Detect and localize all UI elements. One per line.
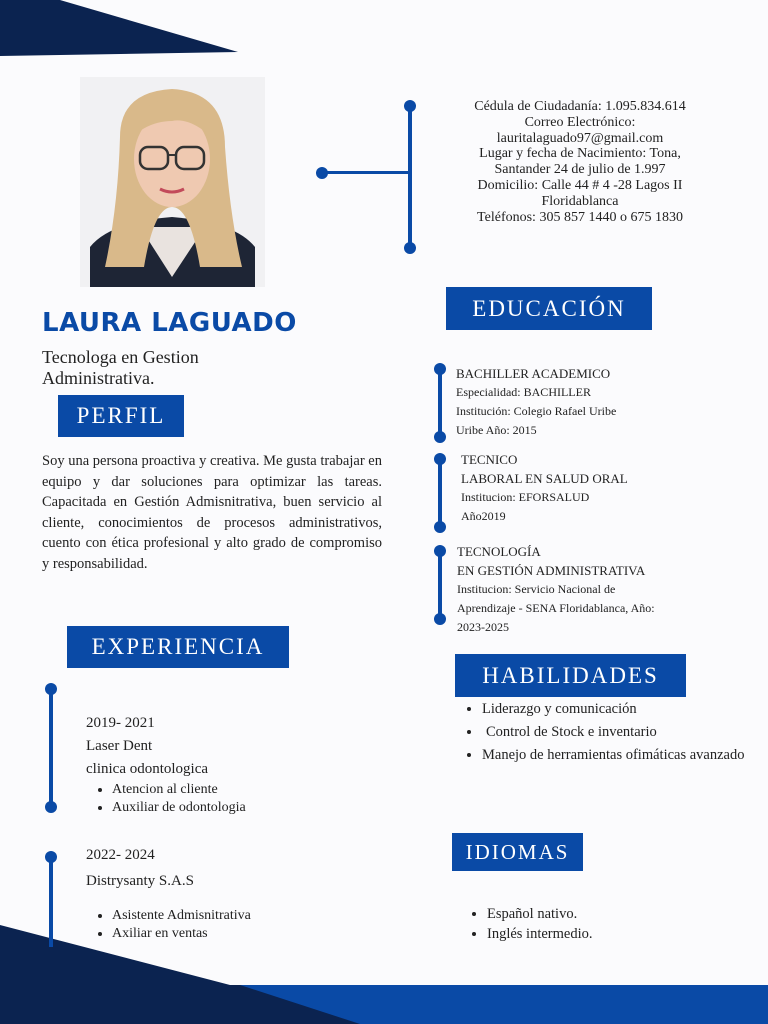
job-company: Distrysanty S.A.S	[86, 873, 194, 889]
education-entry-3: TECNOLOGÍA EN GESTIÓN ADMINISTRATIVA Institucion: Servicio Nacional de Aprendizaje - SENA Floridablanca, Año: 2023-2025	[457, 544, 655, 634]
contact-connector-dot	[404, 242, 416, 254]
perfil-text: Soy una persona proactiva y creativa. Me gusta trabajar en equipo y dar soluciones para optimizar las tareas. Capacitada en Gestión Admisnitrativa, buen servicio al cliente, conocimientos de procesos administrativos, cuento con ética profesional y alto grado de compromiso y responsabilidad.	[42, 453, 382, 572]
contact-address: Domicilio: Calle 44 # 4 -28 Lagos II	[477, 177, 683, 193]
educacion-timeline-3	[438, 550, 442, 618]
job-entry-1	[86, 712, 246, 817]
contact-phones: Teléfonos: 305 857 1440 o 675 1830	[477, 209, 683, 225]
contact-connector-horizontal	[322, 171, 412, 174]
candidate-name: LAURA LAGUADO	[42, 308, 297, 338]
job-company: Laser Dent	[86, 738, 153, 754]
contact-email-label: Correo Electrónico:	[524, 114, 636, 130]
timeline-dot	[434, 431, 446, 443]
skill-item: • Liderazgo y comunicación	[482, 698, 762, 721]
job-company-type: clinica odontologica	[86, 761, 209, 777]
languages-list	[461, 904, 593, 944]
language-item: • Inglés intermedio.	[487, 924, 593, 944]
skill-item: • Control de Stock e inventario	[482, 721, 762, 744]
contact-birth-date: Santander 24 de julio de 1.997	[494, 162, 666, 178]
candidate-title: Tecnologa en Gestion Administrativa.	[42, 347, 199, 388]
timeline-dot	[434, 545, 446, 557]
job-entry-2	[86, 845, 251, 943]
educacion-timeline-2	[438, 458, 442, 526]
job-years: 2022- 2024	[86, 847, 155, 863]
timeline-dot	[434, 363, 446, 375]
education-degree: TECNOLOGÍA	[457, 544, 541, 559]
skill-item: • Manejo de herramientas ofimáticas avanzado	[482, 744, 762, 767]
contact-id: Cédula de Ciudadanía: 1.095.834.614	[474, 99, 686, 114]
job-task: • Axiliar en ventas	[112, 925, 251, 943]
habilidades-heading: HABILIDADES	[455, 654, 686, 697]
job-task: • Asistente Admisnitrativa	[112, 907, 251, 925]
idiomas-heading: IDIOMAS	[452, 833, 583, 871]
timeline-dot	[45, 801, 57, 813]
timeline-dot	[45, 851, 57, 863]
contact-connector-vertical	[408, 105, 412, 248]
education-entry-1: BACHILLER ACADEMICO Especialidad: BACHILLER Institución: Colegio Rafael Uribe Uribe Año: 2015	[456, 366, 617, 437]
contact-city: Floridablanca	[541, 193, 619, 209]
contact-info	[430, 99, 730, 225]
experiencia-timeline-2	[49, 857, 53, 947]
contact-birth: Lugar y fecha de Nacimiento: Tona,	[479, 146, 681, 162]
timeline-dot	[434, 613, 446, 625]
educacion-heading: EDUCACIÓN	[446, 287, 652, 330]
language-item: • Español nativo.	[487, 904, 593, 924]
experiencia-timeline-1	[49, 688, 53, 806]
educacion-timeline-1	[438, 368, 442, 436]
contact-connector-dot	[404, 100, 416, 112]
profile-photo	[80, 77, 265, 287]
timeline-dot	[434, 453, 446, 465]
education-degree: BACHILLER ACADEMICO	[456, 366, 611, 381]
perfil-heading: PERFIL	[58, 395, 184, 437]
contact-connector-dot	[316, 167, 328, 179]
timeline-dot	[434, 521, 446, 533]
education-degree: TECNICO	[461, 452, 518, 467]
education-entry-2: TECNICO LABORAL EN SALUD ORAL Institucion: EFORSALUD Año2019	[461, 452, 628, 523]
job-task: • Auxiliar de odontologia	[112, 799, 246, 817]
skills-list	[456, 698, 762, 767]
job-task: • Atencion al cliente	[112, 781, 246, 799]
experiencia-heading: EXPERIENCIA	[67, 626, 289, 668]
top-left-corner-decoration	[0, 0, 240, 56]
timeline-dot	[45, 683, 57, 695]
contact-email: lauritalaguado97@gmail.com	[496, 130, 664, 146]
job-years: 2019- 2021	[86, 715, 155, 731]
